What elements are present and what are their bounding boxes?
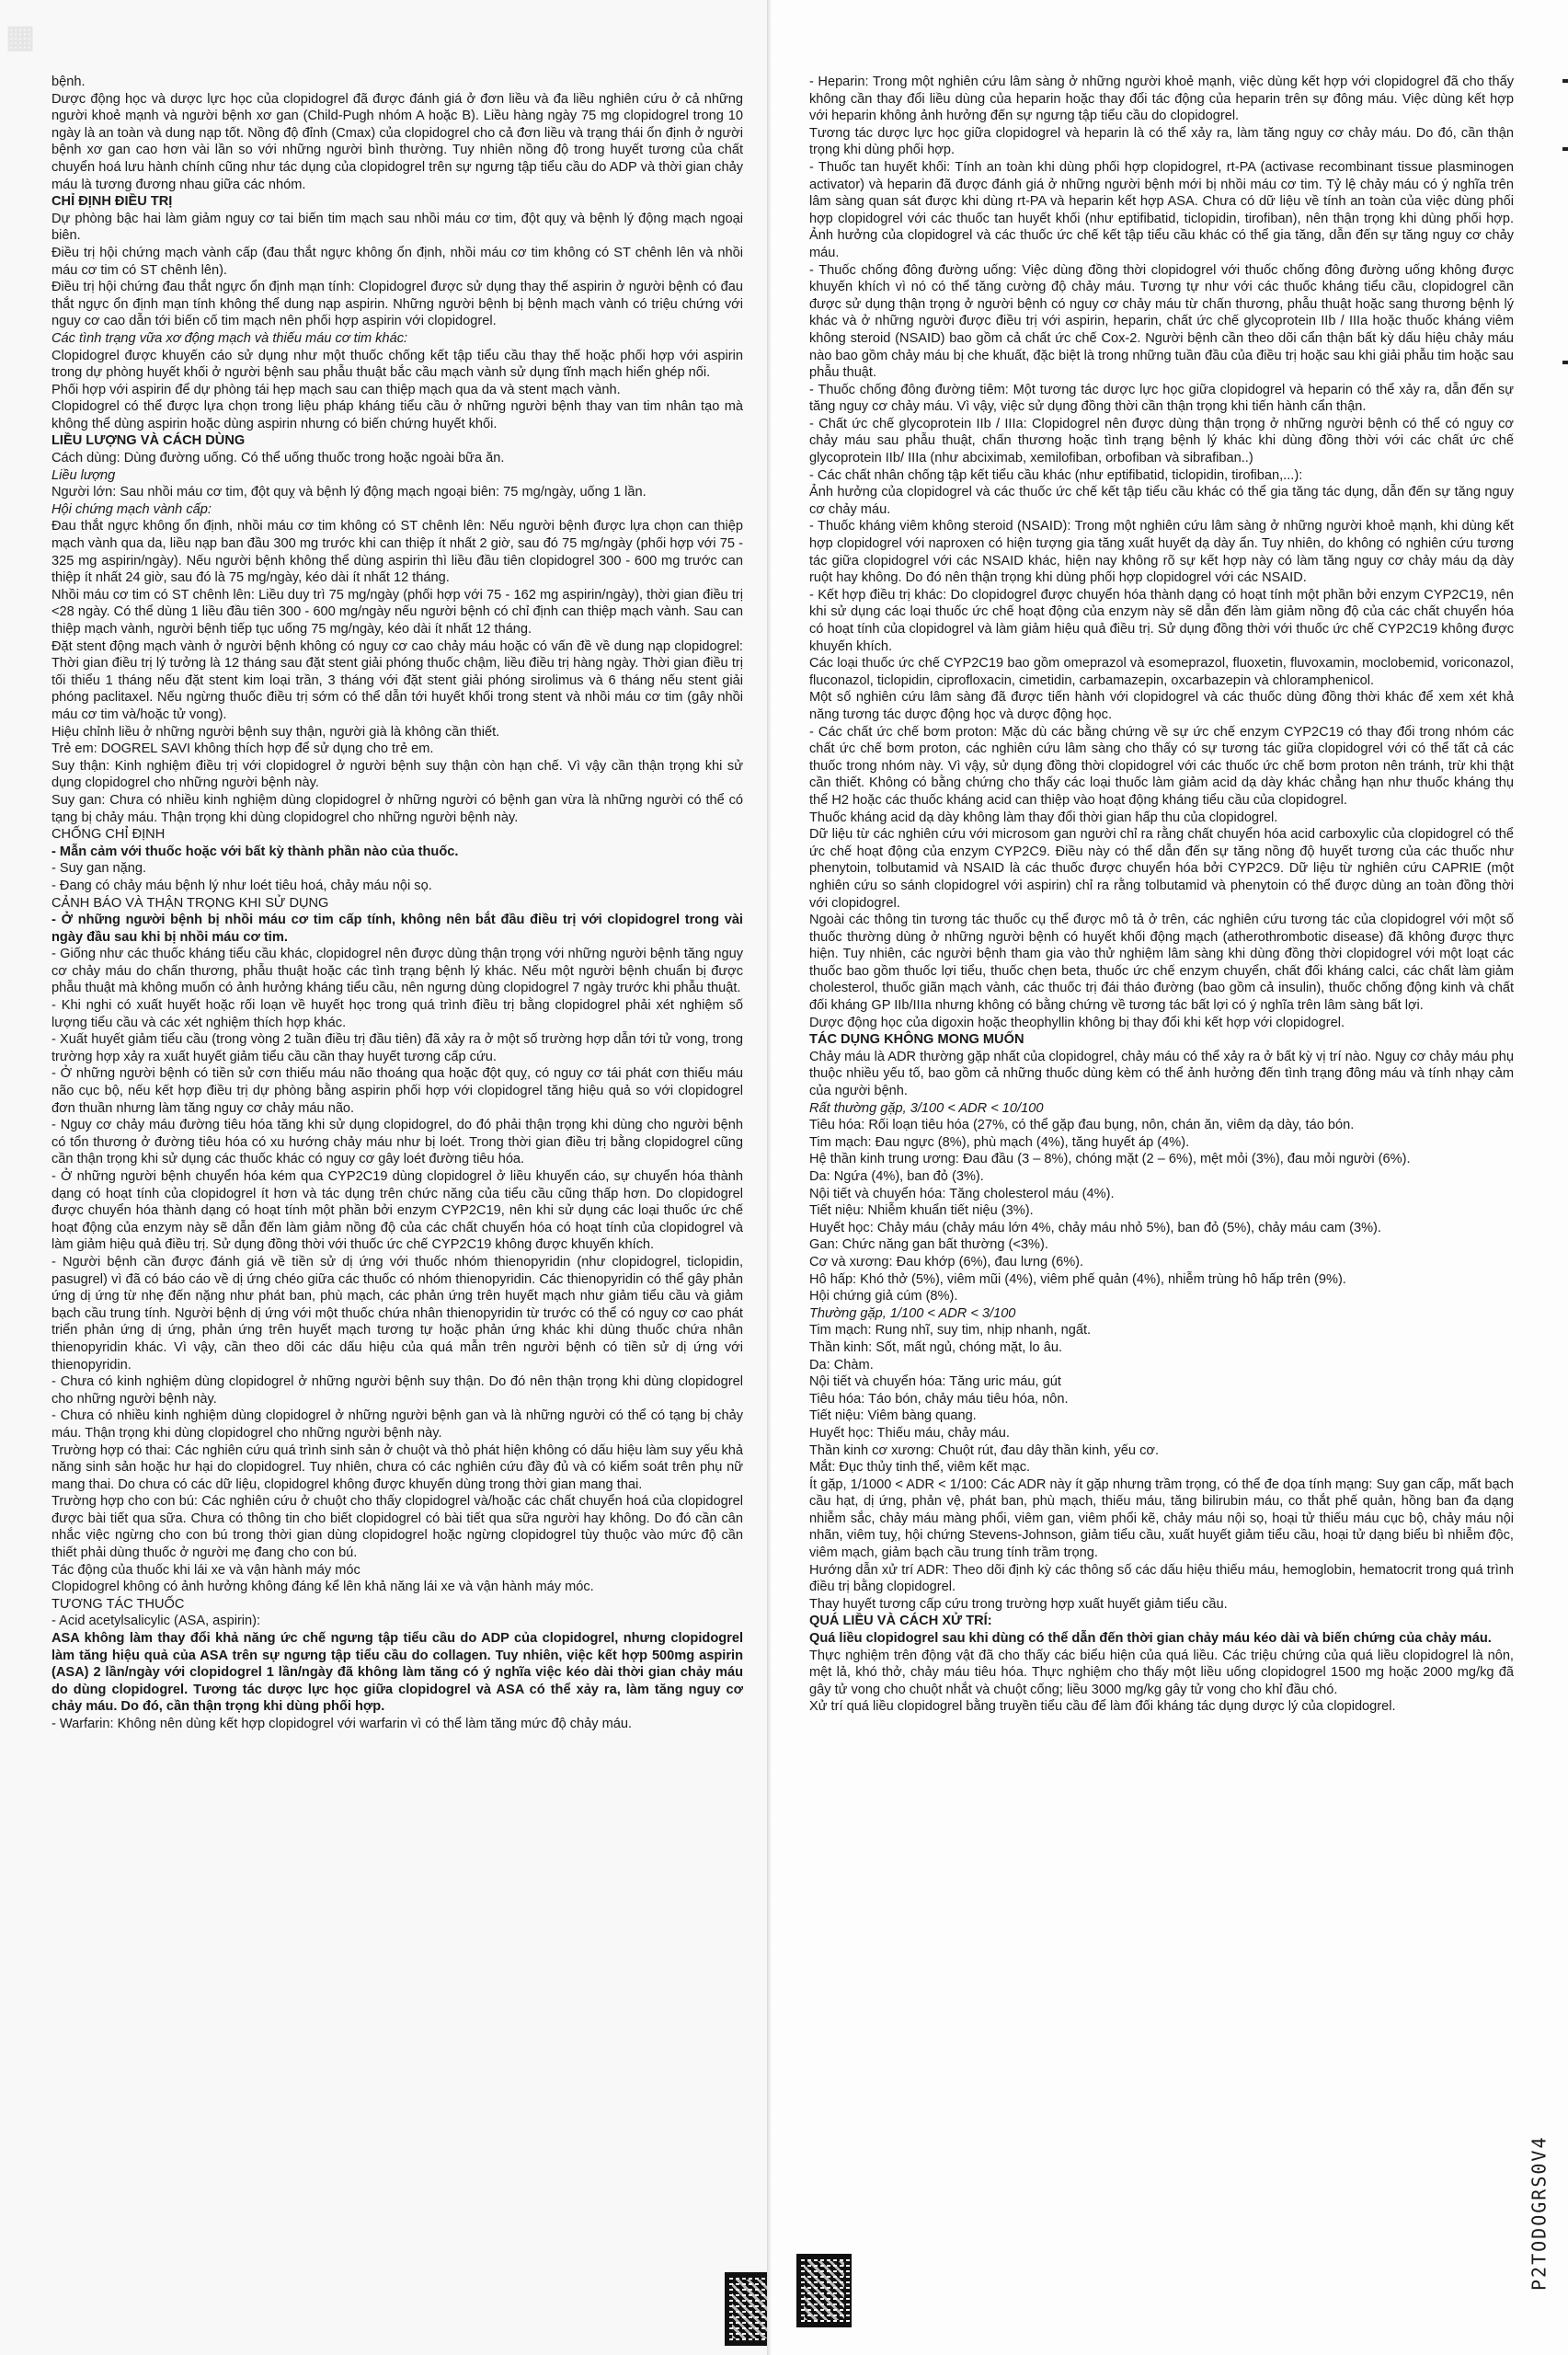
- paragraph: Điều trị hội chứng mạch vành cấp (đau thắt ngực không ổn định, nhồi máu cơ tim không có ST chênh lên và nhồi máu cơ tim có ST chênh lên).: [52, 245, 743, 278]
- paragraph: Gan: Chức năng gan bất thường (<3%).: [809, 1237, 1048, 1253]
- paragraph: Tiêu hóa: Rối loạn tiêu hóa (27%, có thể gặp đau bụng, nôn, chán ăn, viêm dạ dày, táo bón.: [809, 1118, 1355, 1133]
- paragraph: Hô hấp: Khó thở (5%), viêm mũi (4%), viêm phế quản (4%), nhiễm trùng hô hấp trên (9%).: [809, 1271, 1346, 1287]
- paragraph: Trường hợp cho con bú: Các nghiên cứu ở chuột cho thấy clopidogrel và/hoặc các chất chuyển hoá của clopidogrel được bài tiết qua sữa. Chưa có thông tin cho biết clopidogrel có bài tiết qua sữa người hay không. Do đó cần cân nhắc việc ngừng cho con bú trong thời gian dùng clopidogrel hoặc ngừng clopidogrel tùy thuộc vào mức độ cần thiết phải dùng thuốc ở người mẹ đang cho con bú.: [52, 1494, 743, 1561]
- paragraph: Tiết niệu: Nhiễm khuẩn tiết niệu (3%).: [809, 1203, 1034, 1219]
- paragraph: Điều trị hội chứng đau thắt ngực ổn định mạn tính: Clopidogrel được sử dụng thay thế aspirin ở người bệnh có đau thắt ngực ổn định mạn tính không thể dung nạp aspirin. Những người bệnh bị bệnh mạch vành có triệu chứng với nguy cơ cao dẫn tới biến cố tim mạch nên phối hợp aspirin với clopidogrel.: [52, 280, 743, 329]
- paragraph: Clopidogrel được khuyến cáo sử dụng như một thuốc chống kết tập tiểu cầu thay thế hoặc phối hợp với aspirin trong dự phòng huyết khối ở người bệnh sau phẫu thuật bắc cầu mạch vành sử dụng tĩnh mạch hiển ghép nối.: [52, 348, 743, 381]
- paragraph: Hội chứng giả cúm (8%).: [809, 1289, 958, 1304]
- paragraph: Nội tiết và chuyển hóa: Tăng uric máu, gút: [809, 1374, 1061, 1390]
- left-page: [0, 0, 768, 2355]
- faded-watermark: ▦: [6, 20, 36, 54]
- paragraph: Ảnh hưởng của clopidogrel và các thuốc ức chế kết tập tiểu cầu khác có thể gia tăng tác dụng, dẫn đến sự tăng nguy cơ chảy máu.: [809, 485, 1514, 517]
- section-heading: - Ở những người bệnh bị nhồi máu cơ tim cấp tính, không nên bắt đầu điều trị với clopidogrel trong vài ngày đầu sau khi bị nhồi máu cơ tim.: [52, 913, 743, 945]
- paragraph: - Heparin: Trong một nghiên cứu lâm sàng ở những người khoẻ mạnh, việc dùng kết hợp với clopidogrel đã cho thấy không cần thay đổi liều dùng của heparin hoặc thay đổi tác động của heparin trên sự đông máu. Việc dùng kết hợp với heparin không ảnh hưởng đến sự ngưng tập tiểu cầu do clopidogrel.: [809, 75, 1514, 124]
- paragraph: Dữ liệu từ các nghiên cứu với microsom gan người chỉ ra rằng chất chuyển hóa acid carboxylic của clopidogrel có thể ức chế hoạt động của enzym CYP2C9. Điều này có thể dẫn đến sự tăng nồng độ huyết tương của các thuốc như phenytoin, tolbutamid và NSAID là các thuốc được chuyển hóa bởi CYP2C9. Dữ liệu từ nghiên cứu CAPRIE (một nghiên cứu so sánh clopidogrel với aspirin) chỉ ra rằng tolbutamid và phenytoin có thể được dùng an toàn đồng thời với clopidogrel.: [809, 827, 1514, 911]
- paragraph: Tác động của thuốc khi lái xe và vận hành máy móc: [52, 1562, 361, 1578]
- paragraph: - Thuốc chống đông đường tiêm: Một tương tác dược lực học giữa clopidogrel và heparin có thể xảy ra, dẫn đến sự tăng nguy cơ chảy máu. Vì vậy, việc sử dụng đồng thời cần thận trọng khi tiến hành cẩn thận.: [809, 382, 1514, 415]
- paragraph: Cách dùng: Dùng đường uống. Có thể uống thuốc trong hoặc ngoài bữa ăn.: [52, 451, 505, 466]
- paragraph: - Kết hợp điều trị khác: Do clopidogrel được chuyển hóa thành dạng có hoạt tính một phần bởi enzym CYP2C19, nên khi sử dụng các loại thuốc ức chế hoạt động của enzym này sẽ dẫn đến làm giảm nồng độ của các chất chuyển hóa có hoạt tính của clopidogrel và làm giảm hiệu quả điều trị. Sử dụng đồng thời với thuốc ức chế CYP2C19 không được khuyến khích.: [809, 587, 1514, 654]
- paragraph: - Nguy cơ chảy máu đường tiêu hóa tăng khi sử dụng clopidogrel, do đó phải thận trọng khi dùng cho người bệnh có tổn thương ở đường tiêu hóa có xu hướng chảy máu như bị loét. Trong thời gian điều trị bằng clopidogrel cũng cần thận trọng khi sử dụng các thuốc khác có nguy cơ gây loét đường tiêu hóa.: [52, 1118, 743, 1167]
- paragraph: bệnh.: [52, 75, 86, 89]
- paragraph: Clopidogrel không có ảnh hưởng không đáng kể lên khả năng lái xe và vận hành máy móc.: [52, 1580, 594, 1595]
- paragraph: - Thuốc tan huyết khối: Tính an toàn khi dùng phối hợp clopidogrel, rt-PA (activase recombinant tissue plasminogen activator) và heparin đã được đánh giá ở những người bệnh mới bị nhồi máu cơ tim. Tỷ lệ chảy máu có ý nghĩa trên lâm sàng quan sát được khi dùng rt-PA và heparin kết hợp ASA. Chưa có dữ liệu về tính an toàn của việc dùng phối hợp clopidogrel với các thuốc tan huyết khối (như eptifibatid, ticlopidin, tirofiban), nên thận trọng khi dùng phối hợp. Ảnh hưởng của clopidogrel và các thuốc ức chế kết tập tiểu cầu khác có thể gia tăng, dẫn đến sự tăng nguy cơ chảy máu.: [809, 159, 1514, 260]
- paragraph: - Suy gan nặng.: [52, 861, 147, 877]
- paragraph: Hệ thần kinh trung ương: Đau đầu (3 – 8%), chóng mặt (2 – 6%), mệt mỏi (3%), đau mỏi người (6%).: [809, 1152, 1411, 1167]
- paragraph: - Warfarin: Không nên dùng kết hợp clopidogrel với warfarin vì có thể làm tăng mức độ chảy máu.: [52, 1717, 633, 1731]
- paragraph: Hiệu chỉnh liều ở những người bệnh suy thận, người già là không cần thiết.: [52, 724, 500, 740]
- section-heading: - Mẫn cảm với thuốc hoặc với bất kỳ thành phần nào của thuốc.: [52, 844, 459, 859]
- section-heading: Quá liều clopidogrel sau khi dùng có thể dẫn đến thời gian chảy máu kéo dài và biến chứng của chảy máu.: [809, 1631, 1492, 1647]
- paragraph: - Xuất huyết giảm tiểu cầu (trong vòng 2 tuần điều trị đầu tiên) đã xảy ra ở một số trường hợp dẫn tới tử vong, trong trường hợp xảy ra xuất huyết giảm tiểu cầu cần thay huyết tương cấp cứu.: [52, 1032, 743, 1064]
- paragraph: Da: Ngứa (4%), ban đỏ (3%).: [809, 1169, 984, 1184]
- section-heading: QUÁ LIỀU VÀ CÁCH XỬ TRÍ:: [809, 1614, 992, 1629]
- paragraph: - Các chất nhân chống tập kết tiểu cầu khác (như eptifibatid, ticlopidin, tirofiban,...):: [809, 467, 1303, 483]
- paragraph: Hội chứng mạch vành cấp:: [52, 501, 212, 517]
- paragraph: Trẻ em: DOGREL SAVI không thích hợp để sử dụng cho trẻ em.: [52, 741, 434, 757]
- paragraph: - Khi nghi có xuất huyết hoặc rối loạn về huyết học trong quá trình điều trị bằng clopidogrel phải xét nghiệm số lượng tiểu cầu và các xét nghiệm thích hợp khác.: [52, 998, 743, 1030]
- paragraph: Tương tác dược lực học giữa clopidogrel và heparin là có thể xảy ra, làm tăng nguy cơ chảy máu. Do đó, cần thận trọng khi dùng phối hợp.: [809, 125, 1514, 158]
- paragraph: Ngoài các thông tin tương tác thuốc cụ thể được mô tả ở trên, các nghiên cứu tương tác của clopidogrel với một số thuốc thường dùng ở những người bệnh có huyết khối động mạch (atherothrombotic disease) đã không được thực hiện. Tuy nhiên, các người bệnh tham gia vào thử nghiệm lâm sàng khi dùng đồng thời clopidogrel với một loạt các thuốc bao gồm thuốc lợi tiểu, thuốc chẹn beta, thuốc ức chế enzym chuyển, chất đối kháng calci, các chất làm giảm cholesterol, thuốc giãn mạch vành, các thuốc trị đái tháo đường (bao gồm cả insulin), thuốc chống động kinh và chất đối kháng GP IIb/IIIa nhưng không có bằng chứng về tương tác bất lợi có ý nghĩa trên lâm sàng bất lợi.: [809, 913, 1514, 1014]
- section-heading: ASA không làm thay đổi khả năng ức chế ngưng tập tiểu cầu do ADP của clopidogrel, nhưng clopidogrel làm tăng hiệu quả của ASA trên sự ngưng tập tiểu cầu do collagen. Tuy nhiên, việc kết hợp 500mg aspirin (ASA) 2 lần/ngày với clopidogrel 1 lần/ngày đã không làm tăng có ý nghĩa việc kéo dài thời gian chảy máu do dùng clopidogrel. Tương tác dược lực học giữa clopidogrel và ASA có thể xảy ra, làm tăng nguy cơ chảy máu. Do đó, cần thận trọng khi dùng phối hợp.: [52, 1631, 743, 1715]
- paragraph: CẢNH BÁO VÀ THẬN TRỌNG KHI SỬ DỤNG: [52, 895, 329, 911]
- paragraph: Người lớn: Sau nhồi máu cơ tim, đột quỵ và bệnh lý động mạch ngoại biên: 75 mg/ngày, uống 1 lần.: [52, 485, 647, 500]
- paragraph: Mắt: Đục thủy tinh thể, viêm kết mạc.: [809, 1460, 1031, 1476]
- paragraph: Nhồi máu cơ tim có ST chênh lên: Liều duy trì 75 mg/ngày (phối hợp với 75 - 162 mg aspirin/ngày), thời gian điều trị <28 ngày. Có thể dùng 1 liều đầu tiên 300 - 600 mg/ngày nếu người bệnh có chỉ định can thiệp mạch vành. Sau can thiệp mạch vành, người bệnh tiếp tục uống 75 mg/ngày, kéo dài ít nhất 12 tháng.: [52, 587, 743, 637]
- paragraph: Thần kinh cơ xương: Chuột rút, đau dây thần kinh, yếu cơ.: [809, 1442, 1160, 1458]
- paragraph: Tiết niệu: Viêm bàng quang.: [809, 1408, 977, 1424]
- paragraph: Các tình trạng vữa xơ động mạch và thiếu máu cơ tim khác:: [52, 330, 408, 346]
- paragraph: - Thuốc kháng viêm không steroid (NSAID): Trong một nghiên cứu lâm sàng ở những người khoẻ mạnh, khi dùng kết hợp clopidogrel với naproxen có hiện tượng gia tăng xuất huyết dạ dày ẩn. Tuy nhiên, do không có nghiên cứu tương tác giữa clopidogrel với các NSAID khác, hiện nay không rõ sự kết hợp này có làm tăng nguy cơ chảy máu dạ dày ruột hay không. Do đó nên thận trọng khi dùng phối hợp clopidogrel với các NSAID.: [809, 519, 1514, 586]
- paragraph: Dự phòng bậc hai làm giảm nguy cơ tai biến tim mạch sau nhồi máu cơ tim, đột quỵ và bệnh lý động mạch ngoại biên.: [52, 211, 743, 244]
- paragraph: TƯƠNG TÁC THUỐC: [52, 1596, 185, 1612]
- paragraph: Suy thận: Kinh nghiệm điều trị với clopidogrel ở người bệnh suy thận còn hạn chế. Vì vậy cần thận trọng khi sử dụng clopidogrel cho những người bệnh này.: [52, 758, 743, 791]
- paragraph: Tim mạch: Đau ngực (8%), phù mạch (4%), tăng huyết áp (4%).: [809, 1134, 1190, 1150]
- paragraph: Cơ và xương: Đau khớp (6%), đau lưng (6%).: [809, 1254, 1084, 1269]
- paragraph: Tiêu hóa: Táo bón, chảy máu tiêu hóa, nôn.: [809, 1391, 1069, 1407]
- section-heading: LIỀU LƯỢNG VÀ CÁCH DÙNG: [52, 433, 246, 449]
- right-text-column: [809, 74, 1514, 1716]
- paragraph: Huyết học: Chảy máu (chảy máu lớn 4%, chảy máu nhỏ 5%), ban đỏ (5%), chảy máu cam (3%).: [809, 1220, 1381, 1235]
- paragraph: Thực nghiệm trên động vật đã cho thấy các biểu hiện của quá liều. Các triệu chứng của quá liều clopidogrel là nôn, mệt lả, khó thở, chảy máu tiêu hóa. Thực nghiệm cho thấy một liều uống clopidogrel 1500 mg hoặc 2000 mg/kg đã gây tử vong cho chuột nhắt và chuột cống; liều 3000 mg/kg gây tử vong cho khỉ đầu chó.: [809, 1648, 1514, 1697]
- paragraph: - Thuốc chống đông đường uống: Việc dùng đồng thời clopidogrel với thuốc chống đông đường uống không được khuyến khích vì nó có thể tăng cường độ chảy máu. Tương tự như với các thuốc kháng tiểu cầu, clopidogrel cần được sử dụng thận trọng ở người bệnh có nguy cơ chảy máu từ chấn thương, phẫu thuật hoặc sang thương bệnh lý khác và ở những người được điều trị với aspirin, heparin, chất ức chế glycoprotein IIb / IIIa hoặc thuốc kháng viêm không steroid (NSAID) bao gồm cả chất ức chế Cox-2. Người bệnh cần theo dõi cẩn thận bất kỳ dấu hiệu chảy máu nào bao gồm chảy máu bị che khuất, đặc biệt là trong những tuần đầu của điều trị hoặc sau khi giải phẫu tim hoặc sau phẫu thuật.: [809, 262, 1514, 381]
- paragraph: Dược động học và dược lực học của clopidogrel đã được đánh giá ở đơn liều và đa liều nghiên cứu ở cả những người khoẻ mạnh và người bệnh xơ gan (Child-Pugh nhóm A hoặc B). Liều hàng ngày 75 mg clopidogrel trong 10 ngày là an toàn và dung nạp tốt. Nồng độ đỉnh (Cmax) của clopidogrel cho cả đơn liều và trạng thái ổn định ở người bệnh xơ gan cao hơn vài lần so với những người bình thường. Tuy nhiên nồng độ trong huyết tương của chất chuyển hoá lưu hành chính cũng như tác dụng của clopidogrel trên sự ngưng tập tiểu cầu do ADP và thời gian chảy máu là tương đương nhau giữa các nhóm.: [52, 91, 743, 192]
- paragraph: CHỐNG CHỈ ĐỊNH: [52, 827, 166, 843]
- margin-mark: [1562, 79, 1568, 83]
- margin-mark: [1562, 147, 1568, 151]
- paragraph: - Giống như các thuốc kháng tiểu cầu khác, clopidogrel nên được dùng thận trọng với những người bệnh tăng nguy cơ chảy máu do chấn thương, phẫu thuật hoặc các tình trạng bệnh lý khác. Nếu một người bệnh chuẩn bị được phẫu thuật mà không muốn có ảnh hưởng kháng tiểu cầu, nên ngưng dùng clopidogrel 7 ngày trước khi phẫu thuật.: [52, 947, 743, 996]
- paragraph: Trường hợp có thai: Các nghiên cứu quá trình sinh sản ở chuột và thỏ phát hiện không có dấu hiệu làm suy yếu khả năng sinh sản hoặc hư hại do clopidogrel. Tuy nhiên, chưa có các nghiên cứu đầy đủ và có kiểm soát trên phụ nữ mang thai. Do chưa có các dữ liệu, clopidogrel không được khuyến dùng trong thời gian mang thai.: [52, 1442, 743, 1492]
- paragraph: Chảy máu là ADR thường gặp nhất của clopidogrel, chảy máu có thể xảy ra ở bất kỳ vị trí nào. Nguy cơ chảy máu phụ thuộc nhiều yếu tố, bao gồm cả những thuốc dùng kèm có thể ảnh hưởng đến tình trạng đông máu và tính nhạy cảm của người bệnh.: [809, 1049, 1514, 1099]
- section-heading: TÁC DỤNG KHÔNG MONG MUỐN: [809, 1032, 1024, 1048]
- right-page: [771, 0, 1568, 2355]
- paragraph: - Ở những người bệnh chuyển hóa kém qua CYP2C19 dùng clopidogrel ở liều khuyến cáo, sự chuyển hóa thành dạng có hoạt tính của clopidogrel ít hơn và tác dụng trên chức năng của tiểu cầu cũng thấp hơn. Do clopidogrel được chuyển hóa thành dạng có hoạt tính một phần bởi enzym CYP2C19, nên khi sử dụng các loại thuốc ức chế hoạt động của enzym này sẽ dẫn đến làm giảm nồng độ của các chất chuyển hóa có hoạt tính của clopidogrel và làm giảm hiệu quả điều trị. Sử dụng đồng thời với thuốc ức chế CYP2C19 không được khuyến khích.: [52, 1169, 743, 1253]
- paragraph: - Acid acetylsalicylic (ASA, aspirin):: [52, 1614, 261, 1629]
- paragraph: Clopidogrel có thể được lựa chọn trong liệu pháp kháng tiểu cầu ở những người bệnh thay van tim nhân tạo mà không thể dùng aspirin hoặc dùng aspirin nhưng có biến chứng huyết khối.: [52, 399, 743, 431]
- paragraph: Các loại thuốc ức chế CYP2C19 bao gồm omeprazol và esomeprazol, fluoxetin, fluvoxamin, moclobemid, voriconazol, fluconazol, ticlopidin, ciprofloxacin, cimetidin, carbamazepin, oxcarbazepin và chloramphenicol.: [809, 656, 1514, 688]
- paragraph: Nội tiết và chuyển hóa: Tăng cholesterol máu (4%).: [809, 1186, 1115, 1201]
- paragraph: Da: Chàm.: [809, 1357, 874, 1373]
- paragraph: Thay huyết tương cấp cứu trong trường hợp xuất huyết giảm tiểu cầu.: [809, 1596, 1228, 1612]
- paragraph: - Chưa có nhiều kinh nghiệm dùng clopidogrel ở những người bệnh gan và là những người có thể có tạng bị chảy máu. Thận trọng khi dùng clopidogrel cho những người bệnh này.: [52, 1408, 743, 1441]
- paragraph: Đặt stent động mạch vành ở người bệnh không có nguy cơ cao chảy máu hoặc có vấn đề về dung nạp clopidogrel: Thời gian điều trị lý tưởng là 12 tháng sau đặt stent giải phóng thuốc chậm, liều điều trị hàng ngày. Thời gian điều trị tối thiểu 1 tháng nếu đặt stent kim loại trần, 3 tháng với đặt stent giải phóng sirolimus và 6 tháng nếu stent giải phóng paclitaxel. Nếu ngừng thuốc điều trị sớm có thể dẫn tới huyết khối trong stent và nhồi máu cơ tim (gây nhồi máu cơ tim và/hoặc tử vong).: [52, 638, 743, 722]
- left-text-column: [52, 74, 743, 1733]
- paragraph: Thường gặp, 1/100 < ADR < 3/100: [809, 1305, 1016, 1321]
- paragraph: Thần kinh: Sốt, mất ngủ, chóng mặt, lo âu.: [809, 1339, 1063, 1355]
- paragraph: Rất thường gặp, 3/100 < ADR < 10/100: [809, 1100, 1044, 1116]
- paragraph: - Chưa có kinh nghiệm dùng clopidogrel ở những người bệnh suy thận. Do đó nên thận trọng khi dùng clopidogrel cho những người bệnh này.: [52, 1374, 743, 1407]
- margin-mark: [1562, 361, 1568, 364]
- paragraph: Suy gan: Chưa có nhiều kinh nghiệm dùng clopidogrel ở những người có bệnh gan vừa là những người có thể có tạng bị chảy máu. Thận trọng khi dùng clopidogrel cho những người bệnh này.: [52, 792, 743, 825]
- paragraph: Phối hợp với aspirin để dự phòng tái hẹp mạch sau can thiệp mạch qua da và stent mạch vành.: [52, 382, 621, 397]
- document-code: P2TODOGRS0V4: [1528, 2135, 1550, 2291]
- paragraph: Liều lượng: [52, 467, 116, 483]
- paragraph: Hướng dẫn xử trí ADR: Theo dõi định kỳ các thông số các dấu hiệu thiếu máu, hemoglobin, hematocrit trong quá trình điều trị bằng clopidogrel.: [809, 1562, 1514, 1595]
- paragraph: Một số nghiên cứu lâm sàng đã được tiến hành với clopidogrel và các thuốc dùng đồng thời khác để xem xét khả năng tương tác dược động học và dược động học.: [809, 690, 1514, 722]
- left-datamatrix-code: [725, 2272, 768, 2346]
- section-heading: CHỈ ĐỊNH ĐIỀU TRỊ: [52, 194, 173, 210]
- right-datamatrix-code: [796, 2254, 852, 2327]
- paragraph: Thuốc kháng acid dạ dày không làm thay đổi thời gian hấp thu của clopidogrel.: [809, 810, 1278, 825]
- paragraph: - Các chất ức chế bơm proton: Mặc dù các bằng chứng về sự ức chế enzym CYP2C19 có thay đổi trong nhóm các chất ức chế bơm proton, các nghiên cứu lâm sàng cho thấy có sự tương tác giữa clopidogrel với có thể tất cả các thuốc trong nhóm này. Vì vậy, sử dụng đồng thời clopidogrel với các thuốc ức chế bơm proton nên tránh, trừ khi thật cần thiết. Không có bằng chứng cho thấy các loại thuốc làm giảm acid dạ dày khác chẳng hạn như thuốc kháng thụ thể H2 hoặc các thuốc kháng acid can thiệp vào hoạt động kháng tiểu cầu của clopidogrel.: [809, 724, 1514, 808]
- paragraph: - Người bệnh cần được đánh giá về tiền sử dị ứng với thuốc nhóm thienopyridin (như clopidogrel, ticlopidin, pasugrel) vì đã có báo cáo về dị ứng chéo giữa các thuốc có nhóm thienopyridin. Các thienopyridin có thể gây phản ứng dị ứng từ nhẹ đến nặng như phát ban, phù mạch, các phản ứng trên huyết mạch như giảm tiểu cầu và giảm bạch cầu trung tính. Người bệnh dị ứng với một thuốc chứa nhân thienopyridin từ trước có thể có nguy cơ cao phát triển phản ứng dị ứng, phản ứng trên huyết mạch tương tự hoặc phản ứng khác khi dùng thuốc chứa nhân thienopyridin khác. Vì vậy, cần theo dõi các dấu hiệu của quá mẫn trên người bệnh có tiền sử dị ứng với thienopyridin.: [52, 1254, 743, 1373]
- paragraph: Dược động học của digoxin hoặc theophyllin không bị thay đổi khi kết hợp với clopidogrel.: [809, 1015, 1345, 1030]
- paragraph: Đau thắt ngực không ổn định, nhồi máu cơ tim không có ST chênh lên: Nếu người bệnh được lựa chọn can thiệp mạch vành qua da, liều nạp ban đầu 300 mg trước khi can thiệp ít nhất 2 giờ, sau đó 75 mg/ngày (phối hợp với 75 - 325 mg aspirin/ngày). Nếu người bệnh không thể dùng aspirin thì liều đầu tiên clopidogrel 300 - 600 mg trước can thiệp ít nhất 24 giờ, sau đó là 75 mg/ngày, kéo dài ít nhất 12 tháng.: [52, 519, 743, 586]
- paragraph: - Ở những người bệnh có tiền sử cơn thiếu máu não thoáng qua hoặc đột quỵ, có nguy cơ tái phát cơn thiếu máu não cục bộ, nếu kết hợp điều trị dự phòng bằng aspirin phối hợp với clopidogrel tăng hiệu quả so với clopidogrel đơn thuần nhưng làm tăng nguy cơ chảy máu não.: [52, 1066, 743, 1116]
- paragraph: - Đang có chảy máu bệnh lý như loét tiêu hoá, chảy máu nội sọ.: [52, 878, 432, 893]
- paragraph: Tim mạch: Rung nhĩ, suy tim, nhịp nhanh, ngất.: [809, 1323, 1092, 1338]
- paragraph: Ít gặp, 1/1000 < ADR < 1/100: Các ADR này ít gặp nhưng trầm trọng, có thể đe dọa tính mạng: Suy gan cấp, mất bạch cầu hạt, dị ứng, phản vệ, phát ban, phù mạch, thiếu máu, tăng bilirubin máu, co thắt phế quản, hồng ban đa dạng nhiễm sắc, chảy máu màng phổi, viêm gan, viêm phổi kẽ, chảy máu nội sọ, hoại tử thiếu máu cục bộ, chảy máu nội nhãn, viêm tuỵ, hội chứng Stevens-Johnson, giảm tiểu cầu, xuất huyết giảm tiểu cầu, hoại tử dạng biểu bì nhiễm độc, viêm mạch, giảm bạch cầu trung tính trầm trọng.: [809, 1476, 1514, 1561]
- paragraph: Xử trí quá liều clopidogrel bằng truyền tiểu cầu để làm đối kháng tác dụng dược lý của clopidogrel.: [809, 1699, 1396, 1715]
- paragraph: Huyết học: Thiếu máu, chảy máu.: [809, 1425, 1010, 1441]
- paragraph: - Chất ức chế glycoprotein IIb / IIIa: Clopidogrel nên được dùng thận trọng ở những người bệnh có thể có nguy cơ chảy máu sau phẫu thuật, chấn thương hoặc tình trạng bệnh lý khác khi dùng đồng thời với các chất ức chế glycoprotein IIb/ IIIa (như abciximab, xemilofiban, orbofiban và sibrafiban..): [809, 416, 1514, 466]
